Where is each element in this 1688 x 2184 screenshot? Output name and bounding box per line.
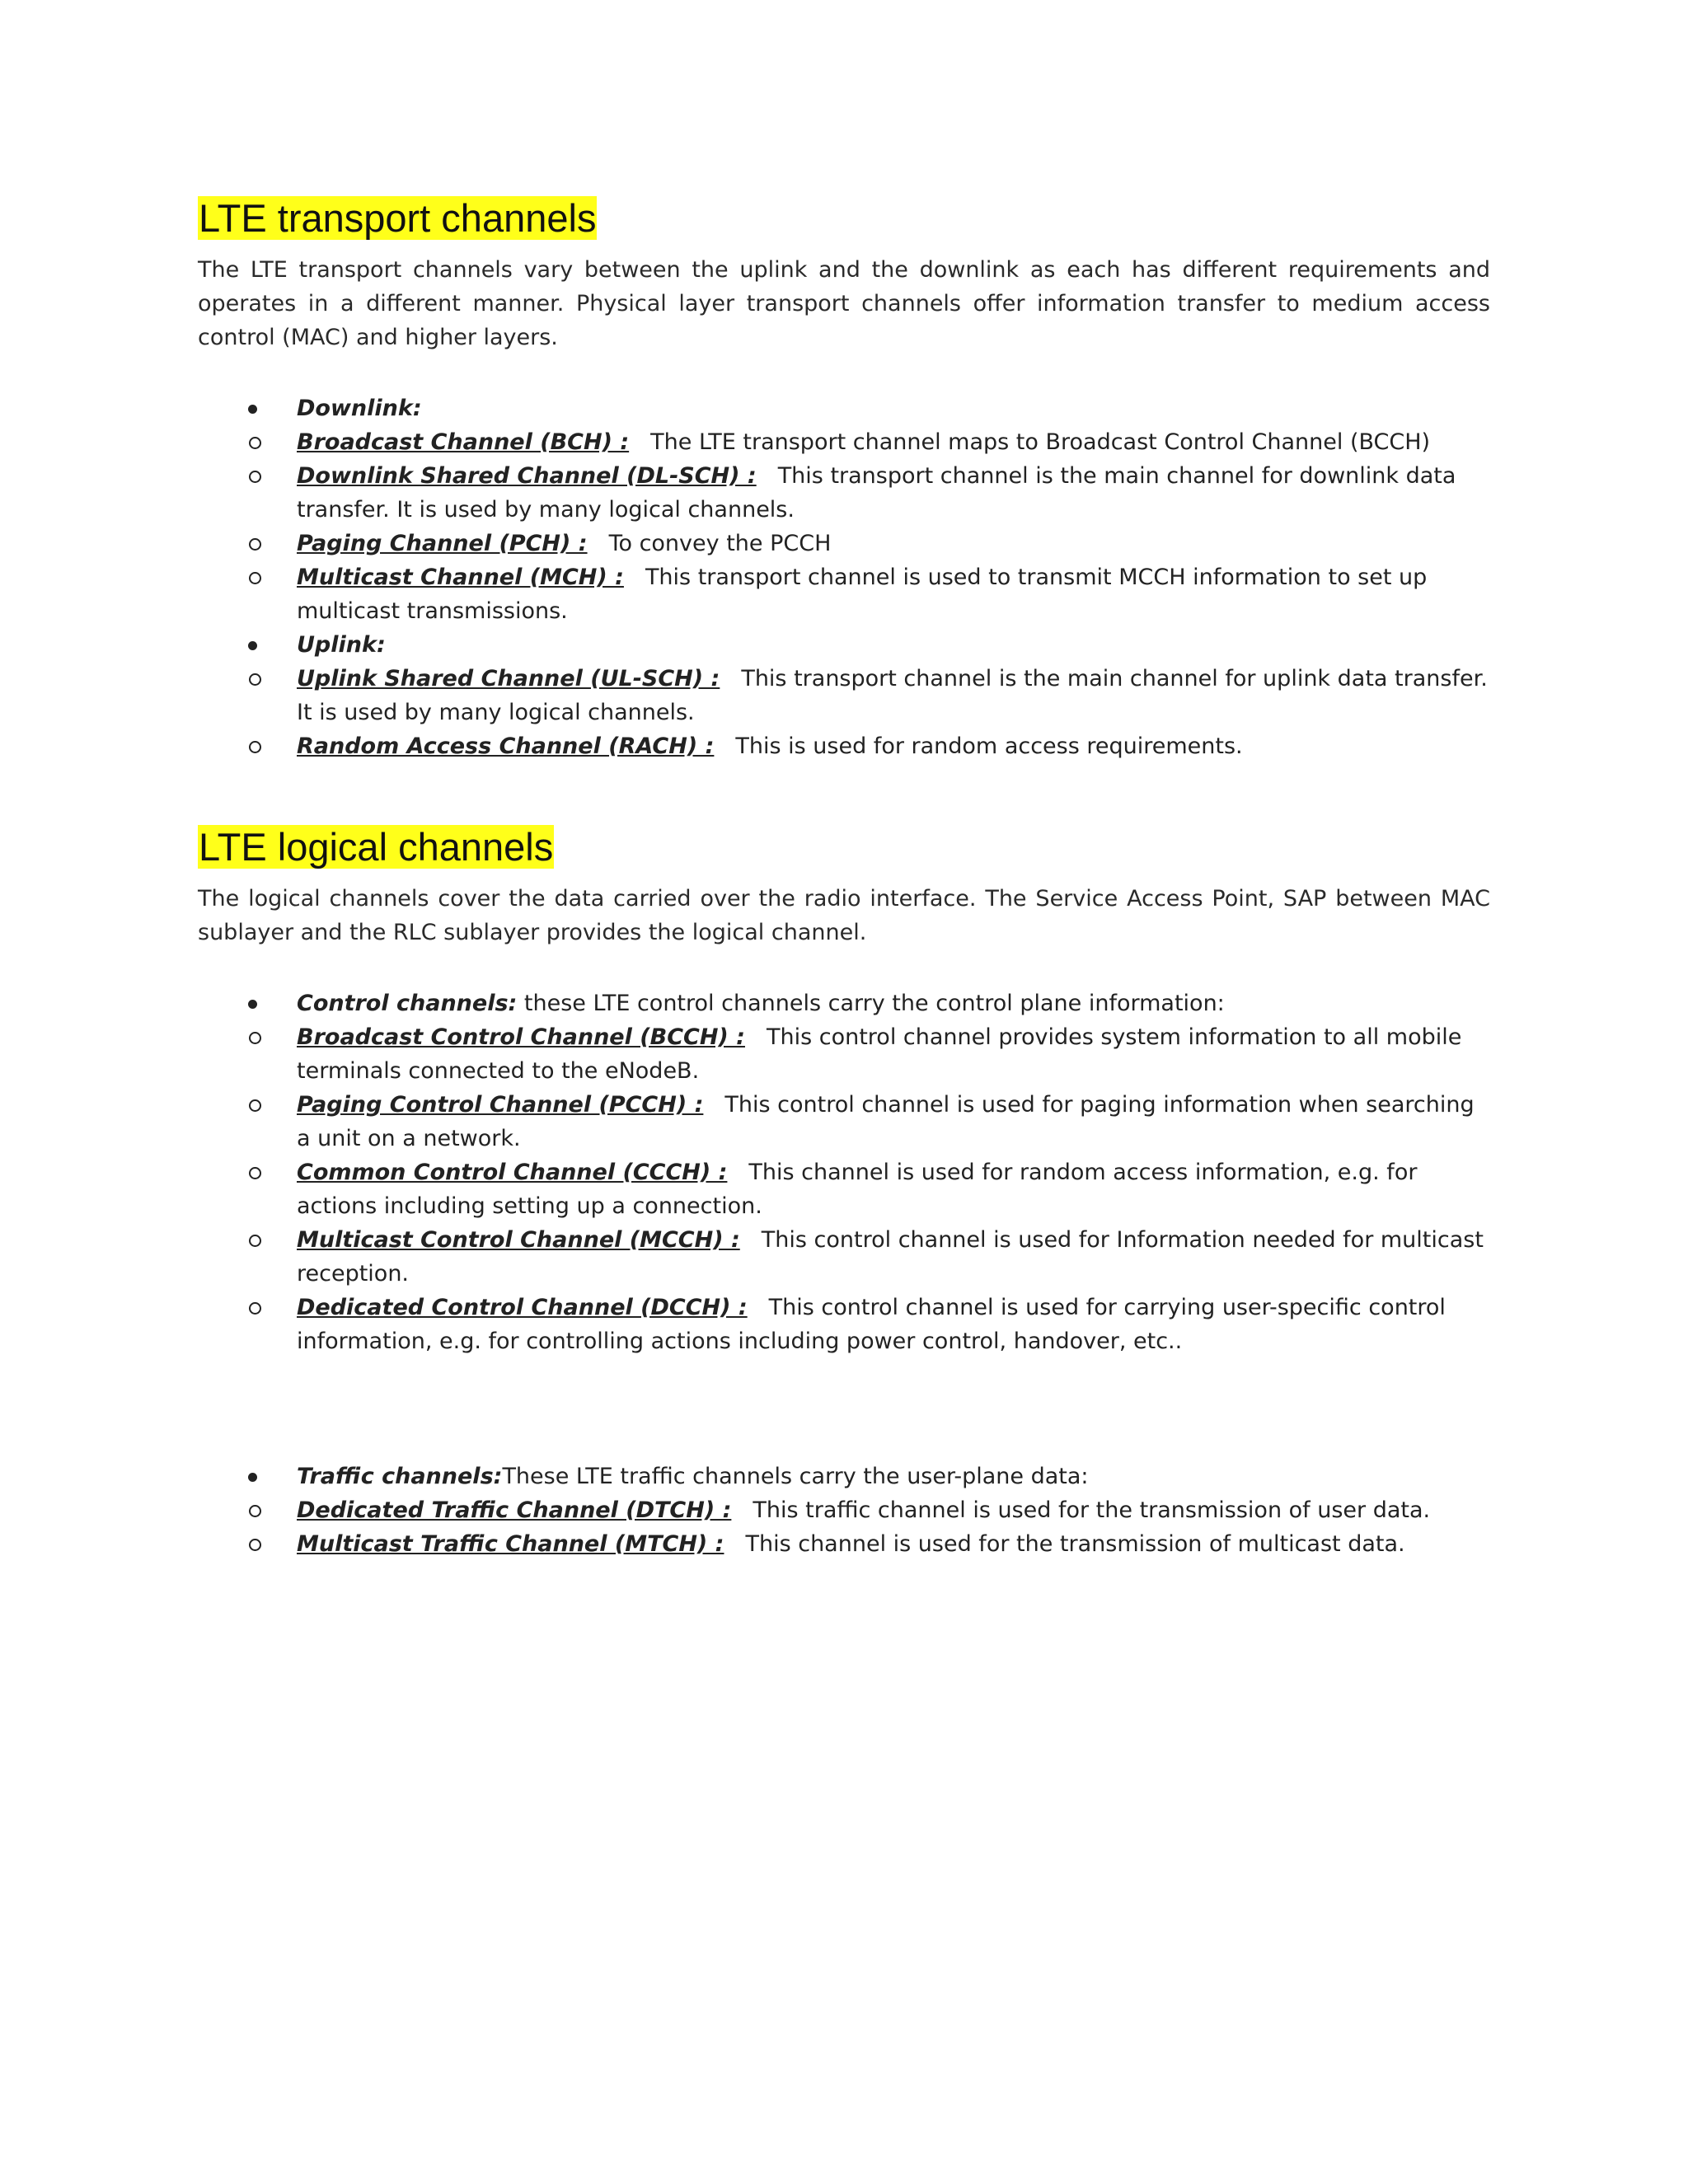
channel-term: Downlink Shared Channel (DL-SCH) : bbox=[297, 463, 757, 489]
group-label: Uplink: bbox=[297, 632, 386, 658]
channel-term: Random Access Channel (RACH) : bbox=[297, 733, 715, 759]
list-item-channel bbox=[198, 527, 1490, 560]
section-logical-channels bbox=[198, 823, 1490, 1561]
list-item-control-channels bbox=[198, 987, 1490, 1358]
list-item-channel bbox=[198, 1155, 1490, 1223]
channel-term: Common Control Channel (CCCH) : bbox=[297, 1160, 728, 1185]
channel-term: Broadcast Control Channel (BCCH) : bbox=[297, 1024, 745, 1050]
channel-group-list bbox=[198, 987, 1490, 1561]
group-label: Downlink: bbox=[297, 396, 422, 421]
channel-list bbox=[297, 1020, 1490, 1358]
list-item-channel bbox=[198, 1291, 1490, 1358]
group-intro: these LTE control channels carry the control plane information: bbox=[517, 991, 1225, 1016]
channel-description: This control channel is used for paging information when searching a unit on a network. bbox=[297, 1092, 1475, 1151]
channel-term: Dedicated Traffic Channel (DTCH) : bbox=[297, 1497, 732, 1523]
list-item-channel bbox=[198, 1493, 1490, 1527]
channel-description: This control channel provides system information to all mobile terminals connected to the eNodeB. bbox=[297, 1024, 1462, 1084]
group-label: Control channels: bbox=[297, 991, 518, 1016]
channel-term: Dedicated Control Channel (DCCH) : bbox=[297, 1295, 748, 1320]
section-heading bbox=[198, 194, 1490, 243]
list-item-channel bbox=[198, 1223, 1490, 1291]
list-item-channel bbox=[198, 560, 1490, 628]
channel-list bbox=[297, 1493, 1490, 1561]
channel-description: This transport channel is used to transmit MCCH information to set up multicast transmissions. bbox=[297, 565, 1428, 624]
list-item-channel bbox=[198, 459, 1490, 527]
list-item-channel bbox=[198, 425, 1490, 459]
highlighted-heading-text: LTE logical channels bbox=[199, 825, 554, 869]
circle-bullet-icon bbox=[249, 1167, 261, 1179]
section-paragraph: The logical channels cover the data carried over the radio interface. The Service Access Point, SAP between MAC sublayer and the RLC sublayer provides the logical channel. bbox=[198, 886, 1490, 945]
list-item-channel bbox=[198, 662, 1490, 729]
channel-description: The LTE transport channel maps to Broadcast Control Channel (BCCH) bbox=[650, 429, 1431, 455]
channel-description: This transport channel is the main channel for uplink data transfer. It is used by many logical channels. bbox=[297, 666, 1488, 725]
circle-bullet-icon bbox=[249, 1032, 261, 1044]
document-page bbox=[198, 0, 1490, 1561]
channel-description: To convey the PCCH bbox=[608, 531, 832, 556]
circle-bullet-icon bbox=[249, 1505, 261, 1517]
channel-term: Multicast Channel (MCH) : bbox=[297, 565, 624, 590]
channel-list bbox=[297, 662, 1490, 763]
circle-bullet-icon bbox=[249, 471, 261, 483]
channel-term: Multicast Traffic Channel (MTCH) : bbox=[297, 1531, 724, 1557]
channel-list bbox=[297, 425, 1490, 628]
group-label: Traffic channels: bbox=[297, 1464, 503, 1489]
channel-description: This control channel is used for carrying user-specific control information, e.g. for controlling actions including power control, handover, etc.. bbox=[297, 1295, 1446, 1354]
bullet-icon bbox=[248, 405, 257, 414]
list-item-channel bbox=[198, 1020, 1490, 1088]
section-paragraph: The LTE transport channels vary between the uplink and the downlink as each has different requirements and operates in a different manner. Physical layer transport channels offer information transfer to medium access control (MAC) and higher layers. bbox=[198, 257, 1490, 350]
circle-bullet-icon bbox=[249, 437, 261, 449]
channel-description: This channel is used for random access information, e.g. for actions including setting up a connection. bbox=[297, 1160, 1418, 1219]
circle-bullet-icon bbox=[249, 572, 261, 584]
bullet-icon bbox=[248, 641, 257, 650]
list-item-channel bbox=[198, 1088, 1490, 1155]
bullet-icon bbox=[248, 1473, 257, 1482]
circle-bullet-icon bbox=[249, 1302, 261, 1315]
channel-description: This channel is used for the transmission of multicast data. bbox=[745, 1531, 1405, 1557]
section-transport-channels bbox=[198, 194, 1490, 763]
highlighted-heading-text: LTE transport channels bbox=[199, 196, 597, 240]
channel-description: This control channel is used for Information needed for multicast reception. bbox=[297, 1227, 1484, 1286]
list-item-uplink bbox=[198, 628, 1490, 763]
circle-bullet-icon bbox=[249, 1099, 261, 1112]
list-item-traffic-channels bbox=[198, 1460, 1490, 1561]
circle-bullet-icon bbox=[249, 1539, 261, 1551]
channel-term: Uplink Shared Channel (UL-SCH) : bbox=[297, 666, 720, 691]
group-intro: These LTE traffic channels carry the user-plane data: bbox=[502, 1464, 1089, 1489]
channel-term: Broadcast Channel (BCH) : bbox=[297, 429, 630, 455]
list-item-channel bbox=[198, 729, 1490, 763]
circle-bullet-icon bbox=[249, 673, 261, 686]
channel-term: Paging Control Channel (PCCH) : bbox=[297, 1092, 704, 1118]
channel-description: This transport channel is the main channel for downlink data transfer. It is used by many logical channels. bbox=[297, 463, 1456, 523]
circle-bullet-icon bbox=[249, 1235, 261, 1247]
list-item-downlink bbox=[198, 391, 1490, 628]
circle-bullet-icon bbox=[249, 538, 261, 551]
channel-description: This traffic channel is used for the transmission of user data. bbox=[753, 1497, 1431, 1523]
bullet-icon bbox=[248, 1000, 257, 1009]
list-item-channel bbox=[198, 1527, 1490, 1561]
section-heading bbox=[198, 823, 1490, 872]
channel-term: Multicast Control Channel (MCCH) : bbox=[297, 1227, 740, 1253]
channel-description: This is used for random access requirements. bbox=[735, 733, 1243, 759]
circle-bullet-icon bbox=[249, 741, 261, 753]
channel-term: Paging Channel (PCH) : bbox=[297, 531, 588, 556]
channel-group-list bbox=[198, 391, 1490, 763]
